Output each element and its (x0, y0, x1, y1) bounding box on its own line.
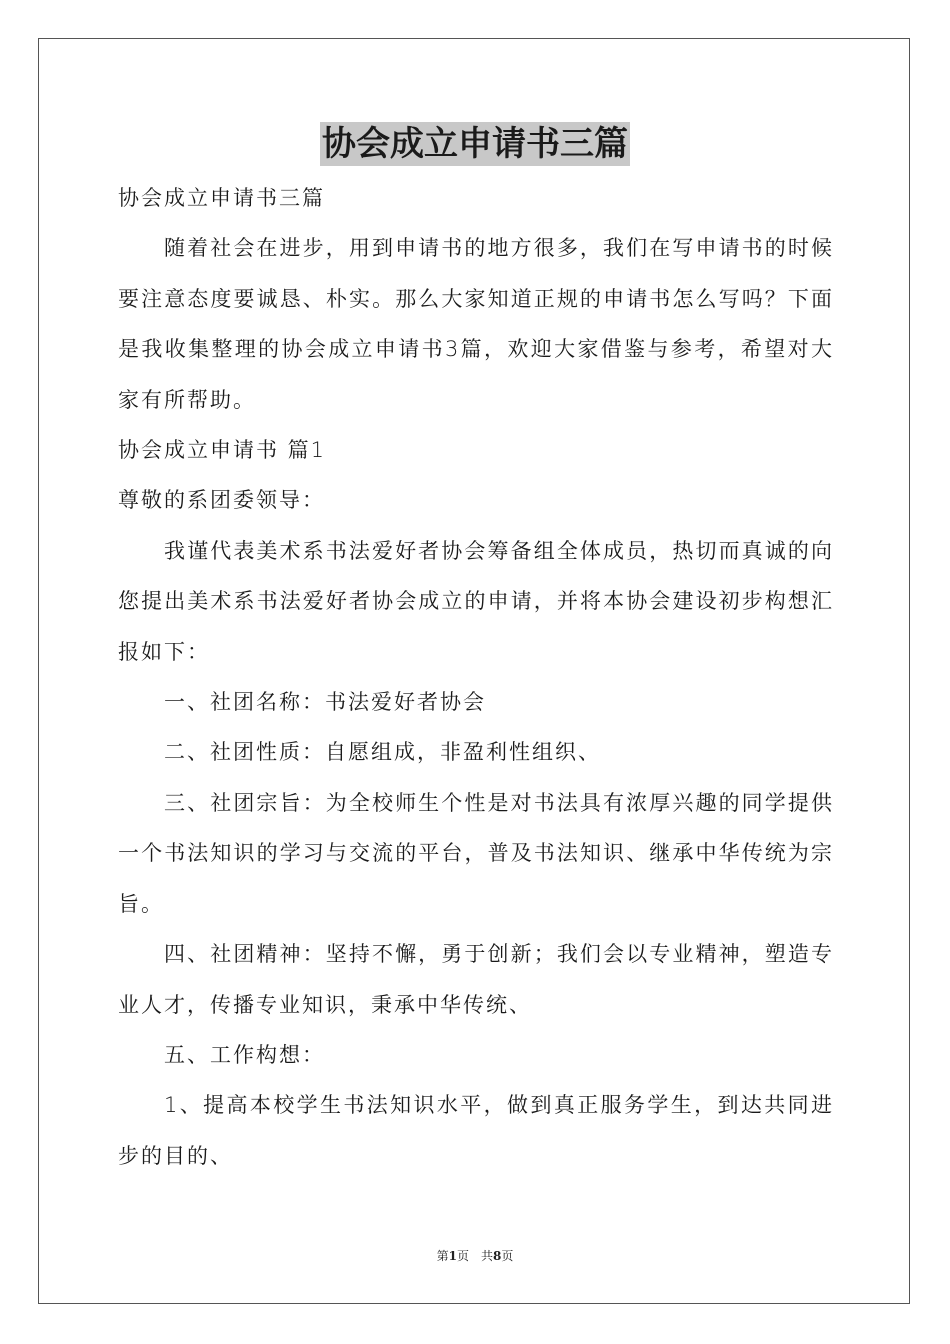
page-footer (0, 1247, 950, 1264)
page-mid: 页 共 (456, 1249, 493, 1263)
page-suffix: 页 (501, 1249, 514, 1263)
list-item: 五、工作构想： (164, 1042, 325, 1067)
page-total: 8 (493, 1249, 502, 1263)
document-body (118, 173, 834, 1181)
page-current: 1 (448, 1249, 457, 1263)
list-item: 1、提高本校学生书法知识水平，做到真正服务学生，到达共同进步的目的、 (118, 1093, 834, 1168)
paragraph: 随着社会在进步，用到申请书的地方很多，我们在写申请书的时候要注意态度要诚恳、朴实。那么大家知道正规的申请书怎么写吗？下面是我收集整理的协会成立申请书3篇，欢迎大家借鉴与参考，希望对大家有所帮助。 (118, 236, 834, 412)
title-container (0, 122, 950, 166)
list-item: 二、社团性质：自愿组成，非盈利性组织、 (164, 740, 601, 765)
salutation: 尊敬的系团委领导： (118, 488, 325, 513)
list-item: 四、社团精神：坚持不懈，勇于创新；我们会以专业精神，塑造专业人才，传播专业知识，秉承中华传统、 (118, 942, 834, 1017)
list-item: 三、社团宗旨：为全校师生个性是对书法具有浓厚兴趣的同学提供一个书法知识的学习与交流的平台，普及书法知识、继承中华传统为宗旨。 (118, 790, 834, 916)
section-heading: 协会成立申请书 篇1 (118, 438, 327, 463)
paragraph: 我谨代表美术系书法爱好者协会筹备组全体成员，热切而真诚的向您提出美术系书法爱好者协会成立的申请，并将本协会建设初步构想汇报如下： (118, 538, 834, 664)
paragraph: 协会成立申请书三篇 (118, 186, 325, 210)
document-title: 协会成立申请书三篇 (322, 124, 628, 164)
page-prefix: 第 (436, 1249, 449, 1263)
list-item: 一、社团名称：书法爱好者协会 (164, 690, 486, 715)
